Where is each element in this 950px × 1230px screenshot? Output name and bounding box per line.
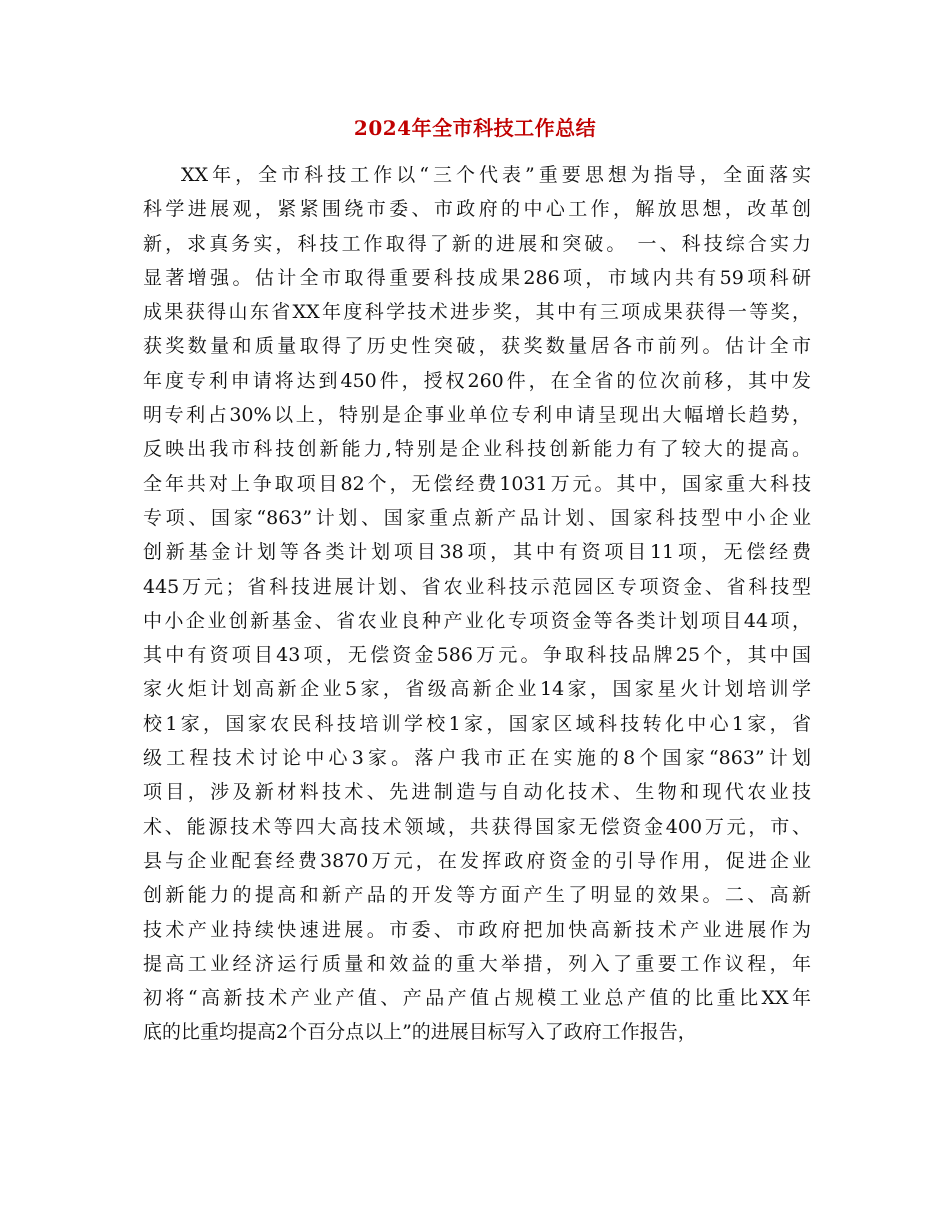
body-line: 创新能力的提高和新产品的开发等方面产生了明显的效果。二、高新	[143, 884, 811, 907]
body-line: 明专利占30%以上，特别是企事业单位专利申请呈现出大幅增长趋势，	[143, 404, 811, 427]
document-title: 2024年全市科技工作总结	[353, 116, 597, 140]
body-line: 级工程技术讨论中心3家。落户我市正在实施的8个国家“863”计划	[143, 747, 811, 770]
body-line: 专项、国家“863”计划、国家重点新产品计划、国家科技型中小企业	[143, 506, 811, 529]
body-line: 家火炬计划高新企业5家，省级高新企业14家，国家星火计划培训学	[143, 678, 811, 701]
body-line: 成果获得山东省XX年度科学技术进步奖，其中有三项成果获得一等奖，	[143, 301, 811, 324]
body-line: 提高工业经济运行质量和效益的重大举措，列入了重要工作议程，年	[143, 952, 811, 975]
body-line: 初将“高新技术产业产值、产品产值占规模工业总产值的比重比XX年	[143, 987, 811, 1010]
body-line: 创新基金计划等各类计划项目38项，其中有资项目11项，无偿经费	[143, 541, 811, 564]
body-line: 新，求真务实，科技工作取得了新的进展和突破。 一、科技综合实力	[143, 232, 811, 255]
body-line: 445万元；省科技进展计划、省农业科技示范园区专项资金、省科技型	[143, 575, 811, 598]
body-line: 底的比重均提高2个百分点以上”的进展目标写入了政府工作报告，	[143, 1021, 697, 1044]
body-line: 反映出我市科技创新能力,特别是企业科技创新能力有了较大的提高。	[143, 438, 811, 461]
body-line: 技术产业持续快速进展。市委、市政府把加快高新技术产业进展作为	[143, 918, 811, 941]
body-line: 中小企业创新基金、省农业良种产业化专项资金等各类计划项目44项，	[143, 609, 811, 632]
body-line: 全年共对上争取项目82个，无偿经费1031万元。其中，国家重大科技	[143, 472, 811, 495]
body-line: 获奖数量和质量取得了历史性突破，获奖数量居各市前列。估计全市	[143, 335, 811, 358]
body-line: 年度专利申请将达到450件，授权260件，在全省的位次前移，其中发	[143, 369, 811, 392]
document-body	[143, 158, 811, 1050]
body-line: XX年，全市科技工作以“三个代表”重要思想为指导，全面落实	[181, 164, 811, 186]
body-line: 科学进展观，紧紧围绕市委、市政府的中心工作，解放思想，改革创	[143, 198, 811, 221]
body-line: 显著增强。估计全市取得重要科技成果286项，市域内共有59项科研	[143, 266, 811, 289]
body-line: 其中有资项目43项，无偿资金586万元。争取科技品牌25个，其中国	[143, 644, 811, 667]
body-line: 项目，涉及新材料技术、先进制造与自动化技术、生物和现代农业技	[143, 781, 811, 804]
body-line: 校1家，国家农民科技培训学校1家，国家区域科技转化中心1家，省	[143, 712, 811, 735]
body-line: 术、能源技术等四大高技术领域，共获得国家无偿资金400万元，市、	[143, 815, 811, 838]
body-line: 县与企业配套经费3870万元，在发挥政府资金的引导作用，促进企业	[143, 849, 811, 872]
